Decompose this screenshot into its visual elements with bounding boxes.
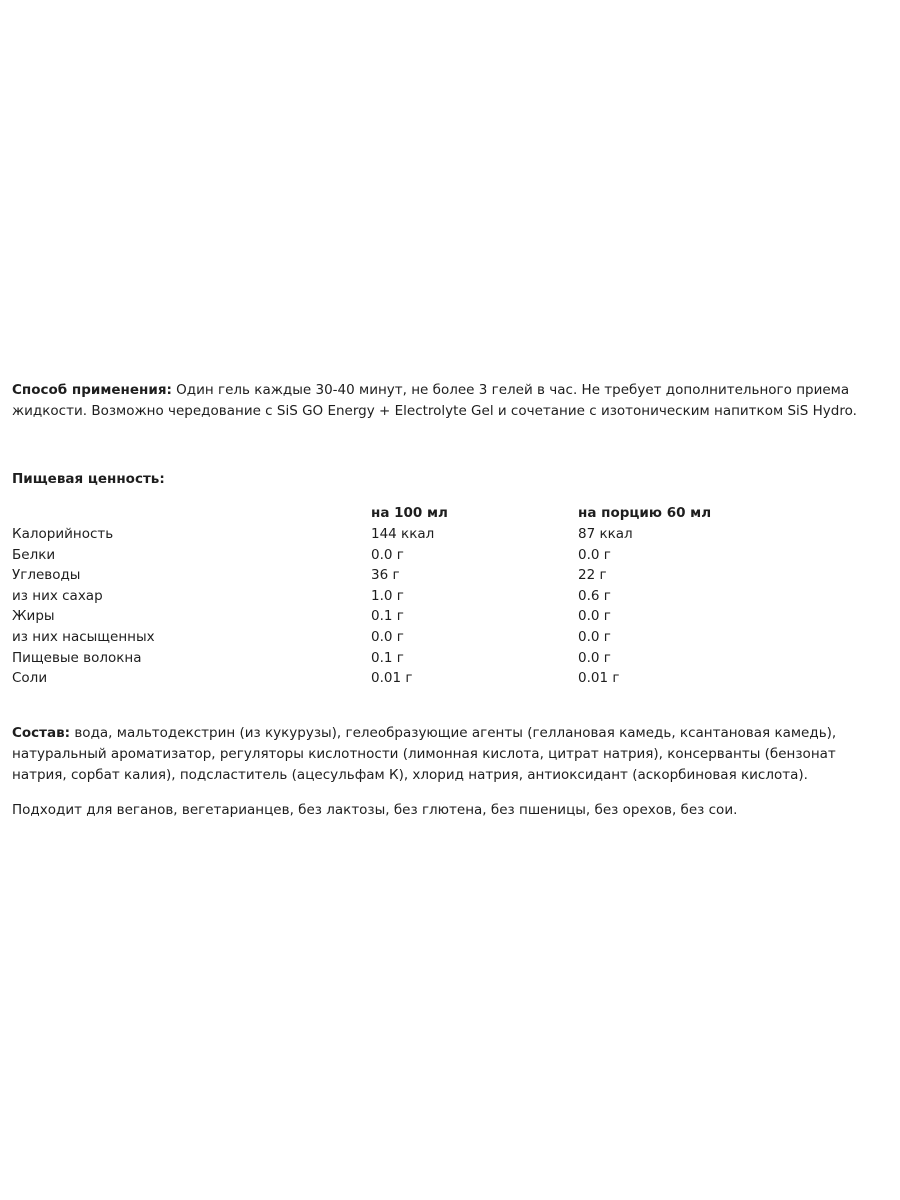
value-per-portion: 0.0 г	[578, 546, 611, 563]
nutrient-name: Жиры	[12, 608, 55, 625]
table-row	[12, 606, 772, 627]
value-per-100: 0.1 г	[371, 649, 404, 666]
usage-paragraph	[12, 380, 882, 422]
value-per-portion: 22 г	[578, 567, 607, 584]
nutrient-name: Белки	[12, 546, 56, 563]
table-row	[12, 648, 772, 669]
value-per-portion: 0.0 г	[578, 628, 611, 645]
nutrient-name: из них насыщенных	[12, 628, 155, 645]
nutrient-name: Пищевые волокна	[12, 649, 142, 666]
nutrient-name: Калорийность	[12, 526, 114, 542]
table-row	[12, 668, 772, 689]
ingredients-label: Состав:	[12, 725, 71, 741]
ingredients-text: вода, мальтодекстрин (из кукурузы), гелеобразующие агенты (геллановая камедь, ксантановая камедь), натуральный ароматизатор, регуляторы кислотности (лимонная кислота, цитрат натрия), консерванты (бензонат натрия, сорбат калия), подсластитель (ацесульфам К), хлорид натрия, антиоксидант (аскорбиновая кислота).	[12, 725, 837, 783]
value-per-100: 144 ккал	[371, 526, 435, 542]
header-nutrient	[12, 503, 371, 524]
value-per-100: 0.0 г	[371, 628, 404, 645]
nutrient-name: Соли	[12, 670, 48, 687]
header-per-100: на 100 мл	[371, 505, 448, 522]
nutrient-name: Углеводы	[12, 567, 81, 584]
value-per-100: 0.1 г	[371, 608, 404, 625]
table-row	[12, 524, 772, 545]
value-per-portion: 87 ккал	[578, 526, 633, 542]
suitable-for-paragraph: Подходит для веганов, вегетарианцев, без лактозы, без глютена, без пшеницы, без орехов, без сои.	[12, 802, 738, 818]
table-row	[12, 586, 772, 607]
value-per-100: 0.0 г	[371, 546, 404, 563]
value-per-100: 36 г	[371, 567, 400, 584]
nutrition-title: Пищевая ценность:	[12, 471, 165, 487]
value-per-portion: 0.6 г	[578, 587, 611, 604]
value-per-portion: 0.0 г	[578, 608, 611, 625]
table-row	[12, 565, 772, 586]
table-row	[12, 627, 772, 648]
nutrient-name: из них сахар	[12, 587, 103, 604]
value-per-portion: 0.0 г	[578, 649, 611, 666]
usage-label: Способ применения:	[12, 382, 172, 398]
value-per-100: 0.01 г	[371, 670, 413, 687]
value-per-portion: 0.01 г	[578, 670, 620, 687]
value-per-100: 1.0 г	[371, 587, 404, 604]
header-per-portion: на порцию 60 мл	[578, 505, 712, 522]
nutrition-table	[12, 503, 772, 689]
ingredients-paragraph	[12, 723, 882, 786]
usage-text: Один гель каждые 30-40 минут, не более 3 гелей в час. Не требует дополнительного приема жидкости. Возможно чередование с SiS GO Energy + Electrolyte Gel и сочетание с изотоническим напитком SiS Hydro.	[12, 382, 857, 419]
table-row	[12, 545, 772, 566]
nutrition-header-row	[12, 503, 772, 524]
